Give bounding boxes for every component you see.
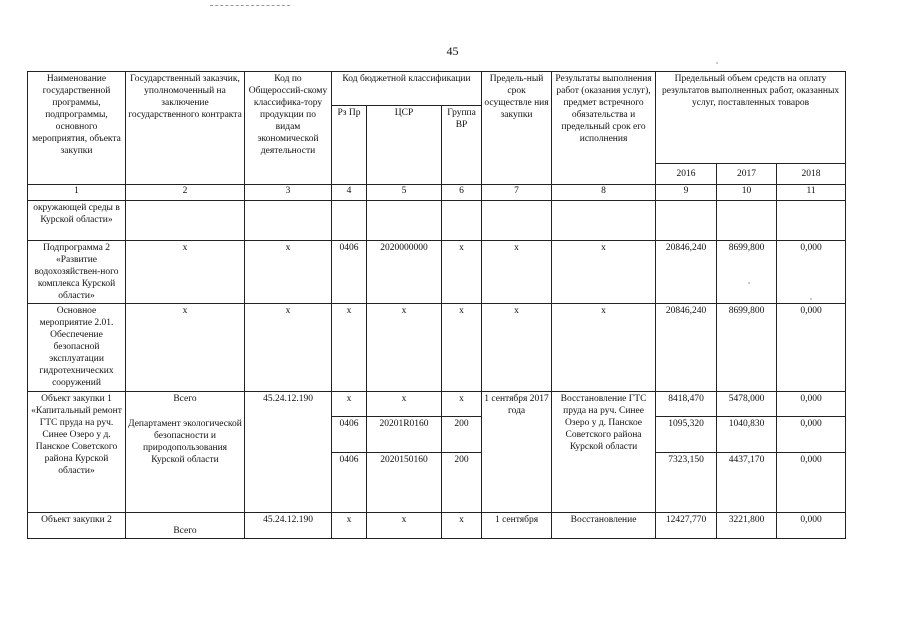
cell-vr-group: х xyxy=(442,304,482,392)
column-number: 8 xyxy=(552,185,656,201)
cell-2016: 7323,150 xyxy=(656,453,717,513)
header-budget-classification: Код бюджетной классификации xyxy=(332,72,482,106)
cell-vr-group: 200 xyxy=(442,417,482,453)
cell-customer-total: Всего xyxy=(126,392,245,417)
cell-customer: х xyxy=(126,241,245,304)
cell-results: х xyxy=(552,241,656,304)
cell-okved: х xyxy=(245,241,332,304)
cell-csr: 2020000000 xyxy=(367,241,442,304)
row-name: Основное мероприятие 2.01. Обеспечение безопасной эксплуатации гидротехнических сооружений xyxy=(28,304,126,392)
cell-csr: х xyxy=(367,304,442,392)
cell-2018: 0,000 xyxy=(777,241,846,304)
cell-results: Восстановление xyxy=(552,513,656,539)
cell-2017: 8699,800 xyxy=(717,304,777,392)
header-year-2017: 2017 xyxy=(717,164,777,185)
column-number: 7 xyxy=(482,185,552,201)
cell-results: х xyxy=(552,304,656,392)
cell-vr-group: х xyxy=(442,392,482,417)
column-number: 2 xyxy=(126,185,245,201)
cell-csr: х xyxy=(367,392,442,417)
cell-2016: 20846,240 xyxy=(656,304,717,392)
table-row xyxy=(28,392,846,417)
cell-deadline: 1 сентября 2017 года xyxy=(482,392,552,513)
cell-csr: х xyxy=(367,513,442,539)
table-row xyxy=(28,513,846,539)
header-funding-volume: Предельный объем средств на оплату результатов выполненных работ, оказанных услуг, поставленных товаров xyxy=(656,72,846,164)
cell-customer: х xyxy=(126,304,245,392)
header-vr-group: Группа ВР xyxy=(442,106,482,185)
cell-rz-pr: 0406 xyxy=(332,417,367,453)
cell-2018: 0,000 xyxy=(777,417,846,453)
table-row xyxy=(28,417,846,453)
cell-rz-pr: 0406 xyxy=(332,453,367,513)
procurement-table xyxy=(27,71,846,539)
row-name: окружающей среды в Курской области» xyxy=(28,201,126,241)
column-number: 6 xyxy=(442,185,482,201)
row-name: Подпрограмма 2 «Развитие водохозяйствен-ного комплекса Курской области» xyxy=(28,241,126,304)
cell-okved: 45.24.12.190 xyxy=(245,392,332,513)
header-work-results: Результаты выполнения работ (оказания услуг), предмет встречного обязательства и предельный срок его исполнения xyxy=(552,72,656,185)
cell-csr: 20201R0160 xyxy=(367,417,442,453)
page-number: 45 xyxy=(446,44,459,58)
scan-artifact-line xyxy=(210,5,290,7)
cell-vr-group: 200 xyxy=(442,453,482,513)
column-number: 4 xyxy=(332,185,367,201)
cell-okved: х xyxy=(245,304,332,392)
table-row xyxy=(28,304,846,392)
cell-2016: 12427,770 xyxy=(656,513,717,539)
cell-customer-total: Всего xyxy=(126,513,245,539)
table-row xyxy=(28,241,846,304)
column-number-row xyxy=(28,185,846,201)
header-rz-pr: Рз Пр xyxy=(332,106,367,185)
cell-2018: 0,000 xyxy=(777,392,846,417)
cell-2017: 1040,830 xyxy=(717,417,777,453)
column-number: 1 xyxy=(28,185,126,201)
cell-2016: 20846,240 xyxy=(656,241,717,304)
header-program-name: Наименование государственной программы, подпрограммы, основного мероприятия, объекта закупки xyxy=(28,72,126,185)
cell-2018: 0,000 xyxy=(777,513,846,539)
cell-vr-group: х xyxy=(442,513,482,539)
header-csr: ЦСР xyxy=(367,106,442,185)
cell-2018: 0,000 xyxy=(777,453,846,513)
table-row xyxy=(28,201,846,241)
row-name: Объект закупки 1 «Капитальный ремонт ГТС пруда на руч. Синее Озеро у д. Панское Советского района Курской области» xyxy=(28,392,126,513)
cell-2017: 3221,800 xyxy=(717,513,777,539)
header-customer: Государственный заказчик, уполномоченный на заключение государственного контракта xyxy=(126,72,245,185)
header-year-2016: 2016 xyxy=(656,164,717,185)
column-number: 3 xyxy=(245,185,332,201)
cell-rz-pr: х xyxy=(332,304,367,392)
row-name: Объект закупки 2 xyxy=(28,513,126,539)
header-year-2018: 2018 xyxy=(777,164,846,185)
cell-customer-department: Департамент экологической безопасности и природопользования Курской области xyxy=(126,417,245,513)
cell-okved: 45.24.12.190 xyxy=(245,513,332,539)
cell-deadline: х xyxy=(482,241,552,304)
column-number: 9 xyxy=(656,185,717,201)
cell-csr: 2020150160 xyxy=(367,453,442,513)
cell-vr-group: х xyxy=(442,241,482,304)
cell-results: Восстановление ГТС пруда на руч. Синее Озеро у д. Панское Советского района Курской области xyxy=(552,392,656,513)
cell-2017: 5478,000 xyxy=(717,392,777,417)
cell-rz-pr: х xyxy=(332,513,367,539)
cell-rz-pr: х xyxy=(332,392,367,417)
cell-2016: 8418,470 xyxy=(656,392,717,417)
column-number: 11 xyxy=(777,185,846,201)
column-number: 5 xyxy=(367,185,442,201)
column-number: 10 xyxy=(717,185,777,201)
header-procurement-deadline: Предель-ный срок осуществле ния закупки xyxy=(482,72,552,185)
cell-deadline: 1 сентября xyxy=(482,513,552,539)
cell-2017: 8699,800 xyxy=(717,241,777,304)
cell-2017: 4437,170 xyxy=(717,453,777,513)
cell-2018: 0,000 xyxy=(777,304,846,392)
cell-rz-pr: 0406 xyxy=(332,241,367,304)
cell-deadline: х xyxy=(482,304,552,392)
cell-2016: 1095,320 xyxy=(656,417,717,453)
scan-artifact-dot xyxy=(716,62,718,64)
header-okved-code: Код по Общероссий-скому классифика-тору продукции по видам экономической деятельности xyxy=(245,72,332,185)
